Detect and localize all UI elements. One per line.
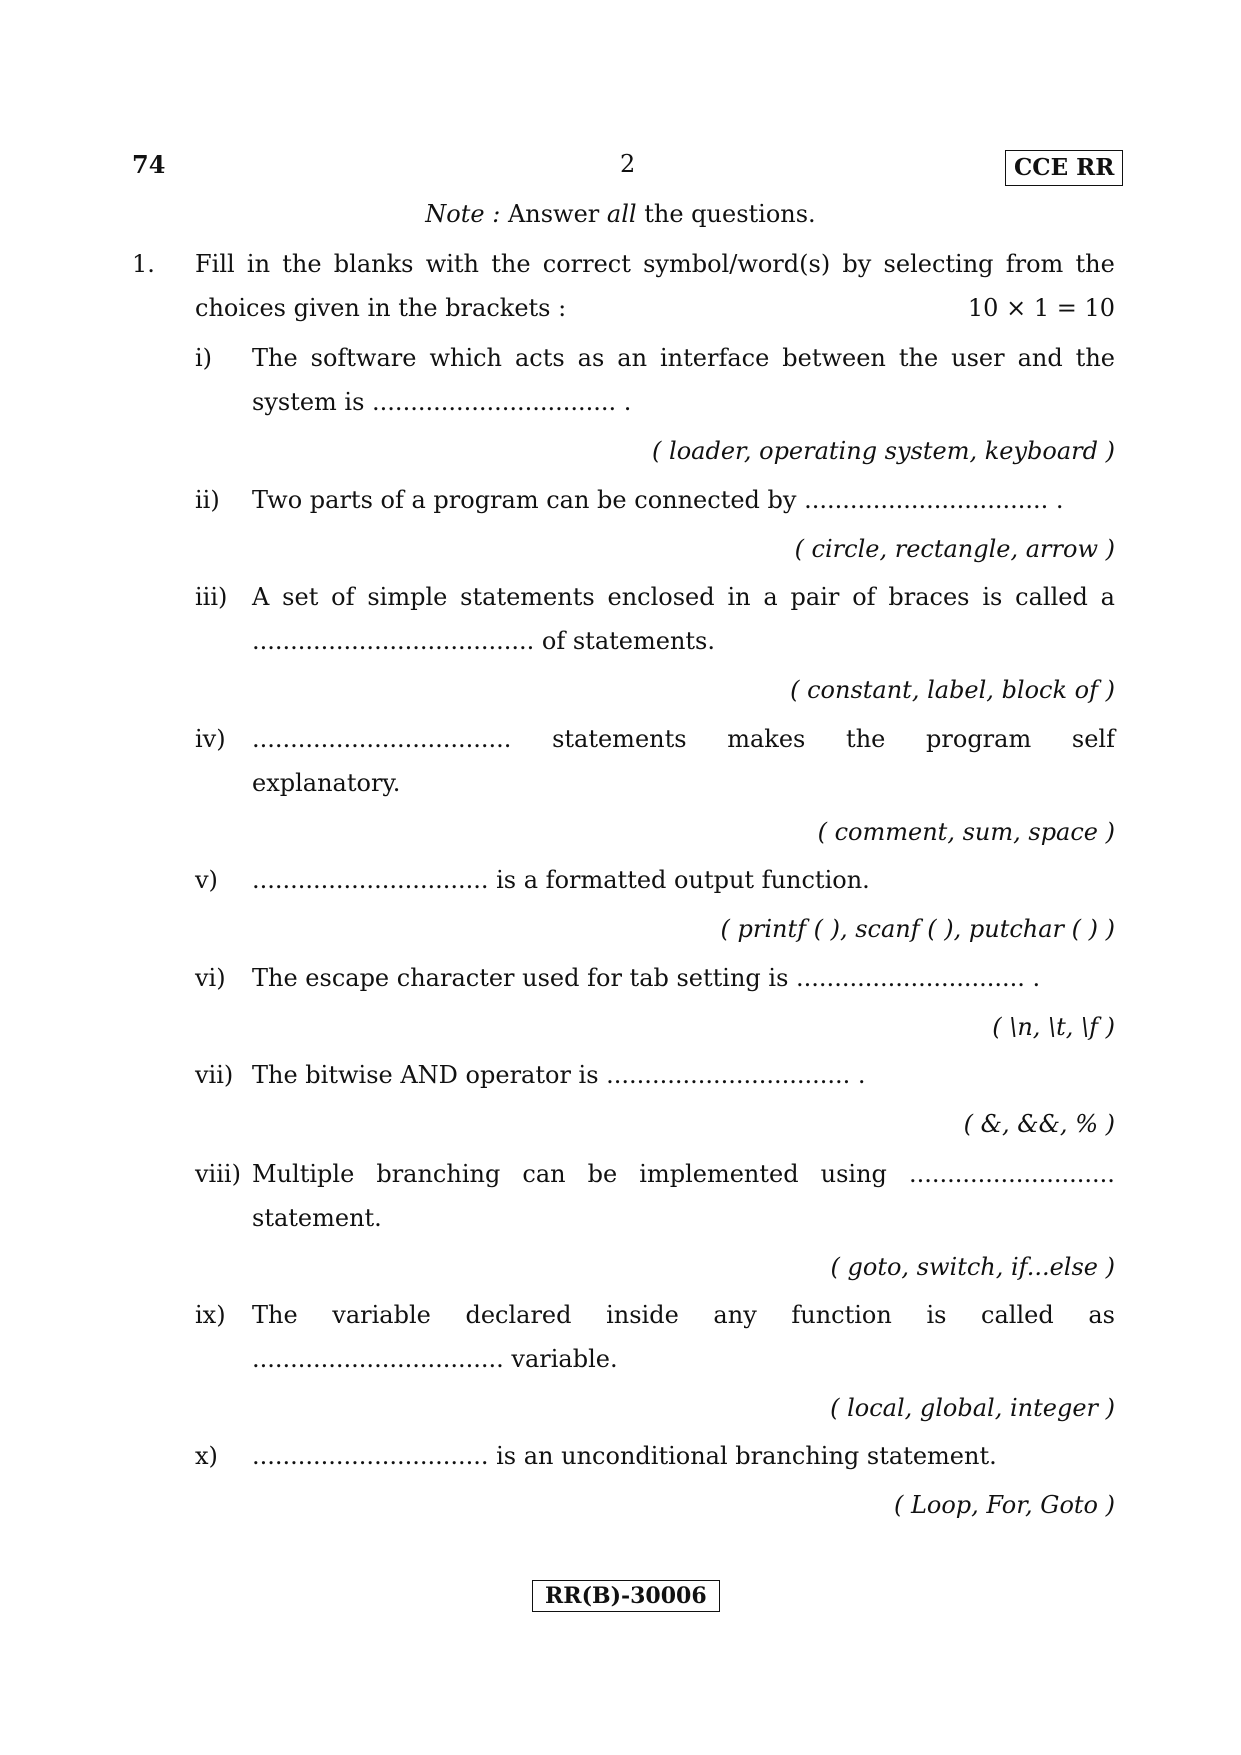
item-line-2: ................................. variable. (252, 1345, 618, 1373)
item-line-1 (252, 1160, 1115, 1188)
item-label: i) (195, 344, 213, 372)
word: be (587, 1160, 618, 1188)
word: correct (542, 250, 631, 278)
item-line-2: explanatory. (252, 769, 401, 797)
question-line-1 (195, 250, 1115, 278)
item-line-1 (252, 725, 1115, 753)
item-label: vii) (195, 1061, 234, 1089)
word: variable (332, 1301, 431, 1329)
item-line-1: ............................... is a formatted output function. (252, 866, 870, 894)
item-label: ii) (195, 486, 220, 514)
word: from (1005, 250, 1064, 278)
word: is (926, 1301, 947, 1329)
word: the (282, 250, 322, 278)
item-label: v) (195, 866, 218, 894)
item-choices: ( Loop, For, Goto ) (893, 1491, 1115, 1519)
word: the (1075, 250, 1115, 278)
item-line-1 (252, 344, 1115, 372)
word: selecting (883, 250, 994, 278)
word: makes (727, 725, 806, 753)
word: Fill (195, 250, 235, 278)
word: program (926, 725, 1032, 753)
item-line-2: system is ................................ . (252, 388, 632, 416)
item-line-1 (252, 583, 1115, 611)
word: The (252, 1301, 298, 1329)
word: ........................... (908, 1160, 1115, 1188)
word: user (951, 344, 1005, 372)
word: software (310, 344, 417, 372)
word: by (842, 250, 872, 278)
word: a (763, 583, 778, 611)
page-number: 74 (132, 150, 166, 179)
word: Multiple (252, 1160, 355, 1188)
item-label: viii) (195, 1160, 241, 1188)
question-marks: 10 × 1 = 10 (967, 294, 1115, 322)
word: simple (367, 583, 448, 611)
footer-code-box: RR(B)-30006 (532, 1580, 720, 1612)
word: any (713, 1301, 757, 1329)
word: function (791, 1301, 892, 1329)
note-text-b: the questions. (644, 200, 816, 228)
word: the (491, 250, 531, 278)
word: as (1088, 1301, 1115, 1329)
note-label: Note : (425, 200, 501, 228)
word: interface (660, 344, 770, 372)
question-line-2: choices given in the brackets : (195, 294, 567, 322)
question-number: 1. (132, 250, 155, 278)
word: braces (888, 583, 970, 611)
item-choices: ( circle, rectangle, arrow ) (794, 535, 1115, 563)
word: of (852, 583, 876, 611)
item-label: x) (195, 1442, 218, 1470)
item-line-2: ..................................... of statements. (252, 627, 715, 655)
word: The (252, 344, 298, 372)
word: an (617, 344, 648, 372)
word: is (982, 583, 1003, 611)
note-all: all (606, 200, 637, 228)
word: the (898, 344, 939, 372)
item-line-1: The bitwise AND operator is ................................ . (252, 1061, 866, 1089)
item-choices: ( printf ( ), scanf ( ), putchar ( ) ) (720, 915, 1115, 943)
item-line-1: ............................... is an unconditional branching statement. (252, 1442, 997, 1470)
word: self (1071, 725, 1115, 753)
word: with (425, 250, 480, 278)
word: declared (465, 1301, 572, 1329)
word: which (429, 344, 503, 372)
word: called (981, 1301, 1054, 1329)
word: set (282, 583, 319, 611)
word: implemented (639, 1160, 799, 1188)
word: can (522, 1160, 566, 1188)
item-line-1 (252, 1301, 1115, 1329)
note-text-a: Answer (507, 200, 600, 228)
word: using (820, 1160, 887, 1188)
word: in (727, 583, 751, 611)
word: enclosed (607, 583, 715, 611)
word: .................................. (252, 725, 512, 753)
item-label: vi) (195, 964, 226, 992)
note-line (0, 200, 1241, 228)
word: branching (376, 1160, 501, 1188)
item-label: iv) (195, 725, 226, 753)
page-center-number: 2 (620, 150, 636, 178)
item-choices: ( local, global, integer ) (830, 1394, 1115, 1422)
item-choices: ( loader, operating system, keyboard ) (652, 437, 1115, 465)
word: and (1017, 344, 1063, 372)
word: inside (606, 1301, 679, 1329)
word: in (246, 250, 271, 278)
item-choices: ( comment, sum, space ) (817, 818, 1115, 846)
item-choices: ( constant, label, block of ) (790, 676, 1115, 704)
paper-code-box: CCE RR (1005, 150, 1123, 186)
word: as (577, 344, 605, 372)
word: A (252, 583, 270, 611)
item-choices: ( &, &&, % ) (963, 1110, 1115, 1138)
word: symbol/word(s) (643, 250, 831, 278)
word: of (331, 583, 355, 611)
word: between (782, 344, 886, 372)
word: statements (460, 583, 595, 611)
word: the (1075, 344, 1115, 372)
item-label: ix) (195, 1301, 226, 1329)
item-line-1: The escape character used for tab setting is .............................. . (252, 964, 1041, 992)
word: blanks (333, 250, 414, 278)
word: called (1015, 583, 1088, 611)
word: a (1100, 583, 1115, 611)
word: pair (790, 583, 840, 611)
item-choices: ( \n, \t, \f ) (992, 1013, 1115, 1041)
word: the (846, 725, 886, 753)
item-label: iii) (195, 583, 228, 611)
word: statements (552, 725, 687, 753)
item-choices: ( goto, switch, if...else ) (830, 1253, 1115, 1281)
item-line-2: statement. (252, 1204, 382, 1232)
word: acts (514, 344, 565, 372)
item-line-1: Two parts of a program can be connected by ................................ . (252, 486, 1064, 514)
